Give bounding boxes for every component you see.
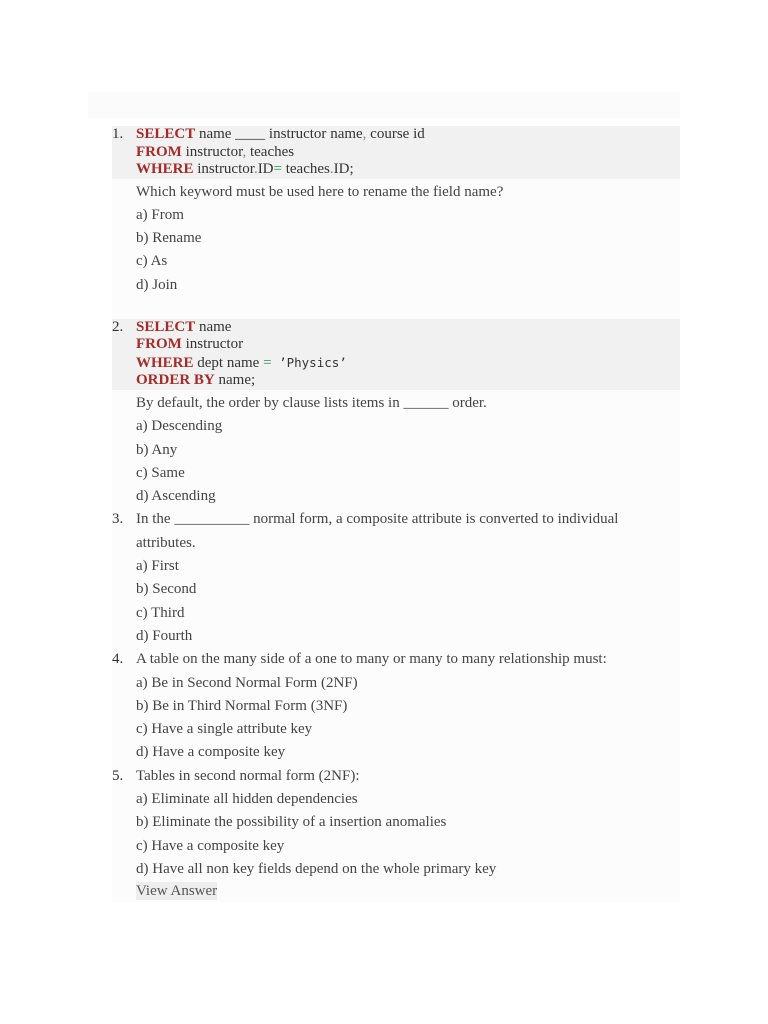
sql-keyword: WHERE xyxy=(136,354,194,371)
answer-option: a) Be in Second Normal Form (2NF) xyxy=(136,674,358,691)
code-text: name ____ instructor xyxy=(195,126,327,142)
code-punct: . xyxy=(253,161,258,177)
answer-option: d) Fourth xyxy=(136,627,193,644)
answer-option: c) Same xyxy=(136,464,185,481)
answer-option: b) Be in Third Normal Form (3NF) xyxy=(136,697,348,714)
code-operator: = xyxy=(263,354,272,371)
code-operator: = xyxy=(273,161,282,177)
code-text: ID; xyxy=(333,161,354,177)
question-text: A table on the many side of a one to many or many to many relationship must: xyxy=(136,651,607,668)
code-line xyxy=(136,372,680,390)
view-answer-button[interactable]: View Answer xyxy=(136,883,218,900)
code-line xyxy=(136,354,680,373)
question-4 xyxy=(112,648,680,764)
code-text: name xyxy=(195,318,232,335)
sql-keyword: FROM xyxy=(136,336,182,353)
code-text: instructor xyxy=(181,336,244,353)
answer-option: d) Ascending xyxy=(136,488,216,505)
question-text-continued: attributes. xyxy=(136,534,196,551)
answer-option: c) As xyxy=(136,253,168,270)
answer-option: c) Third xyxy=(136,604,185,621)
sql-keyword: WHERE xyxy=(136,161,194,177)
answer-option: d) Have all non key fields depend on the whole primary key xyxy=(136,860,497,877)
question-text: By default, the order by clause lists items in ______ order. xyxy=(136,394,487,411)
answer-option: a) Descending xyxy=(136,418,223,435)
answer-option: a) From xyxy=(136,206,184,223)
question-5 xyxy=(112,765,680,881)
quiz-content xyxy=(112,126,680,902)
question-number: 4. xyxy=(112,651,124,668)
answer-option: b) Eliminate the possibility of a insertion anomalies xyxy=(136,814,447,831)
header-band xyxy=(88,92,680,118)
code-line xyxy=(136,144,680,162)
question-text: In the __________ normal form, a composite attribute is converted to individual xyxy=(136,511,619,528)
question-number: 2. xyxy=(112,318,124,335)
code-punct: , xyxy=(242,143,247,160)
answer-option: a) First xyxy=(136,558,179,575)
code-text: teaches xyxy=(281,161,330,177)
question-3 xyxy=(112,508,680,648)
code-text: name; xyxy=(214,372,256,389)
question-number: 3. xyxy=(112,511,124,528)
sql-keyword: ORDER BY xyxy=(136,372,215,389)
answer-option: d) Have a composite key xyxy=(136,744,286,761)
code-line xyxy=(136,319,680,337)
sql-keyword: SELECT xyxy=(136,318,196,335)
code-string: ’Physics’ xyxy=(271,354,347,370)
answer-option: b) Any xyxy=(136,441,178,458)
code-text: teaches xyxy=(246,143,295,160)
sql-code-block xyxy=(112,319,680,390)
answer-option: d) Join xyxy=(136,276,178,293)
answer-option: a) Eliminate all hidden dependencies xyxy=(136,791,358,808)
code-text: dept name xyxy=(193,354,264,371)
code-punct: . xyxy=(329,161,334,177)
view-answer-wrapper xyxy=(112,882,680,900)
sql-code-block xyxy=(112,126,680,179)
answer-option: c) Have a single attribute key xyxy=(136,721,313,738)
code-text: ID xyxy=(257,161,274,177)
code-punct: , xyxy=(362,126,367,142)
code-text: instructor xyxy=(193,161,254,177)
question-text: Tables in second normal form (2NF): xyxy=(136,767,360,784)
answer-option: c) Have a composite key xyxy=(136,837,285,854)
code-line xyxy=(136,126,680,144)
question-number: 1. xyxy=(112,126,124,142)
answer-option: b) Rename xyxy=(136,230,202,247)
sql-keyword: FROM xyxy=(136,143,182,160)
code-text: instructor xyxy=(181,143,243,160)
sql-keyword: SELECT xyxy=(136,126,196,142)
code-line xyxy=(136,161,680,179)
question-1 xyxy=(112,126,680,297)
code-line xyxy=(136,336,680,354)
question-2 xyxy=(112,319,680,508)
question-text: Which keyword must be used here to rename the field name? xyxy=(136,183,504,200)
code-text: course xyxy=(366,126,410,142)
answer-option: b) Second xyxy=(136,581,197,598)
code-text: name xyxy=(326,126,363,142)
question-number: 5. xyxy=(112,767,124,784)
code-text: id xyxy=(409,126,425,142)
